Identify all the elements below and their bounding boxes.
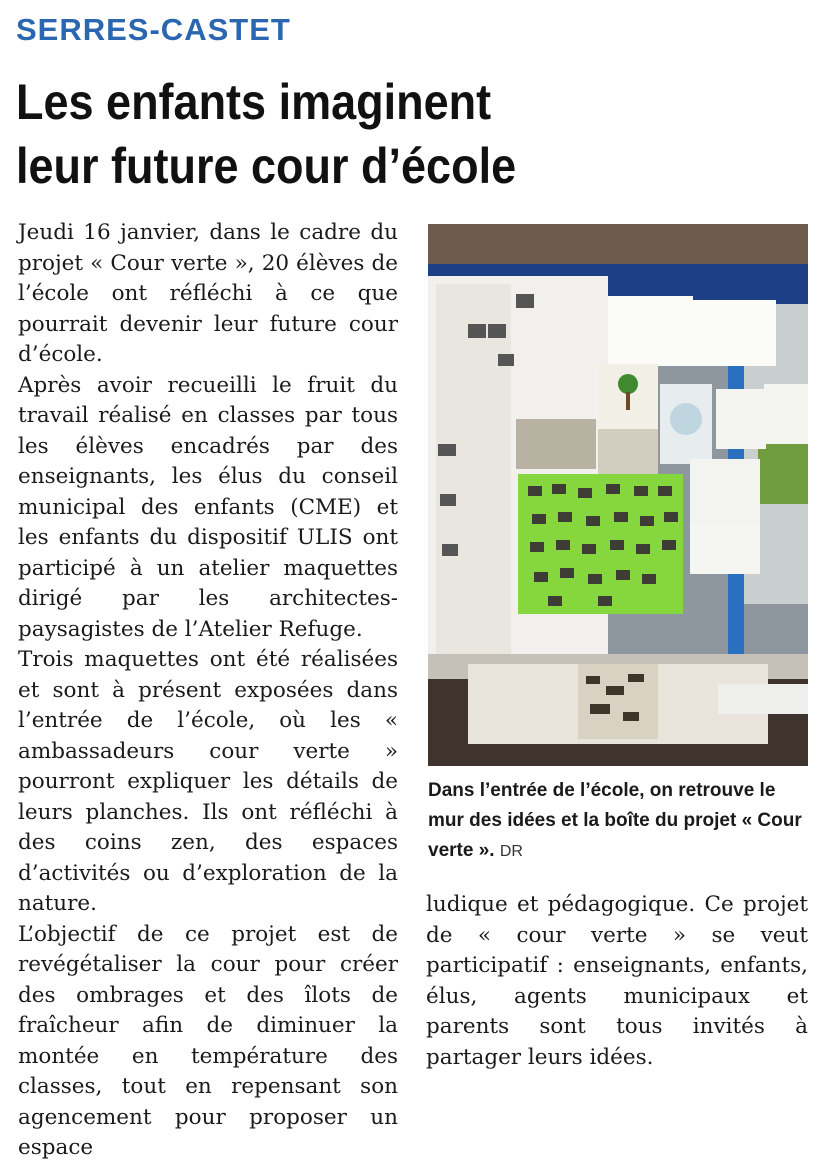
paragraph: L’objectif de ce projet est de revégétaliser la cour pour créer des ombrages et des îlots de fraîcheur afin de diminuer la montée en température des classes, tout en repensant son agencement pour proposer un espace — [18, 921, 398, 1160]
photo-caption — [428, 776, 808, 867]
headline-line-2: leur future cour d’école — [16, 138, 517, 194]
photo-credit: DR — [499, 843, 523, 860]
article-body-column-left — [18, 218, 398, 1164]
article-photo — [428, 224, 808, 766]
paragraph-continuation: ludique et pédagogique. Ce projet de « cour verte » se veut participatif : enseignants, enfants, élus, agents municipaux et parents sont tous invités à partager leurs idées. — [426, 892, 808, 1070]
article-body-column-right — [426, 890, 808, 1073]
paragraph: Après avoir recueilli le fruit du travail réalisé en classes par tous les élèves encadrés par des enseignants, les élus du conseil municipal des enfants (CME) et les enfants du dispositif ULIS ont participé à un atelier maquettes dirigé par les architectes-paysagistes de l’Atelier Refuge. — [18, 372, 398, 642]
section-kicker: SERRES-CASTET — [16, 12, 291, 47]
idea-wall-photo-illustration — [428, 224, 808, 766]
project-box — [578, 664, 658, 739]
headline — [16, 70, 736, 198]
headline-line-1: Les enfants imaginent — [16, 74, 492, 130]
paragraph: Jeudi 16 janvier, dans le cadre du projet « Cour verte », 20 élèves de l’école ont réfléchi à ce que pourrait devenir leur future cour d’école. — [18, 220, 398, 367]
paragraph: Trois maquettes ont été réalisées et sont à présent exposées dans l’entrée de l’école, où les « ambassadeurs cour verte » pourront expliquer les détails de leurs planches. Ils ont réfléchi à des coins zen, des espaces d’activités ou d’exploration de la nature. — [18, 647, 398, 916]
caption-text: Dans l’entrée de l’école, on retrouve le mur des idées et la boîte du projet « Cour verte ». — [428, 780, 802, 861]
